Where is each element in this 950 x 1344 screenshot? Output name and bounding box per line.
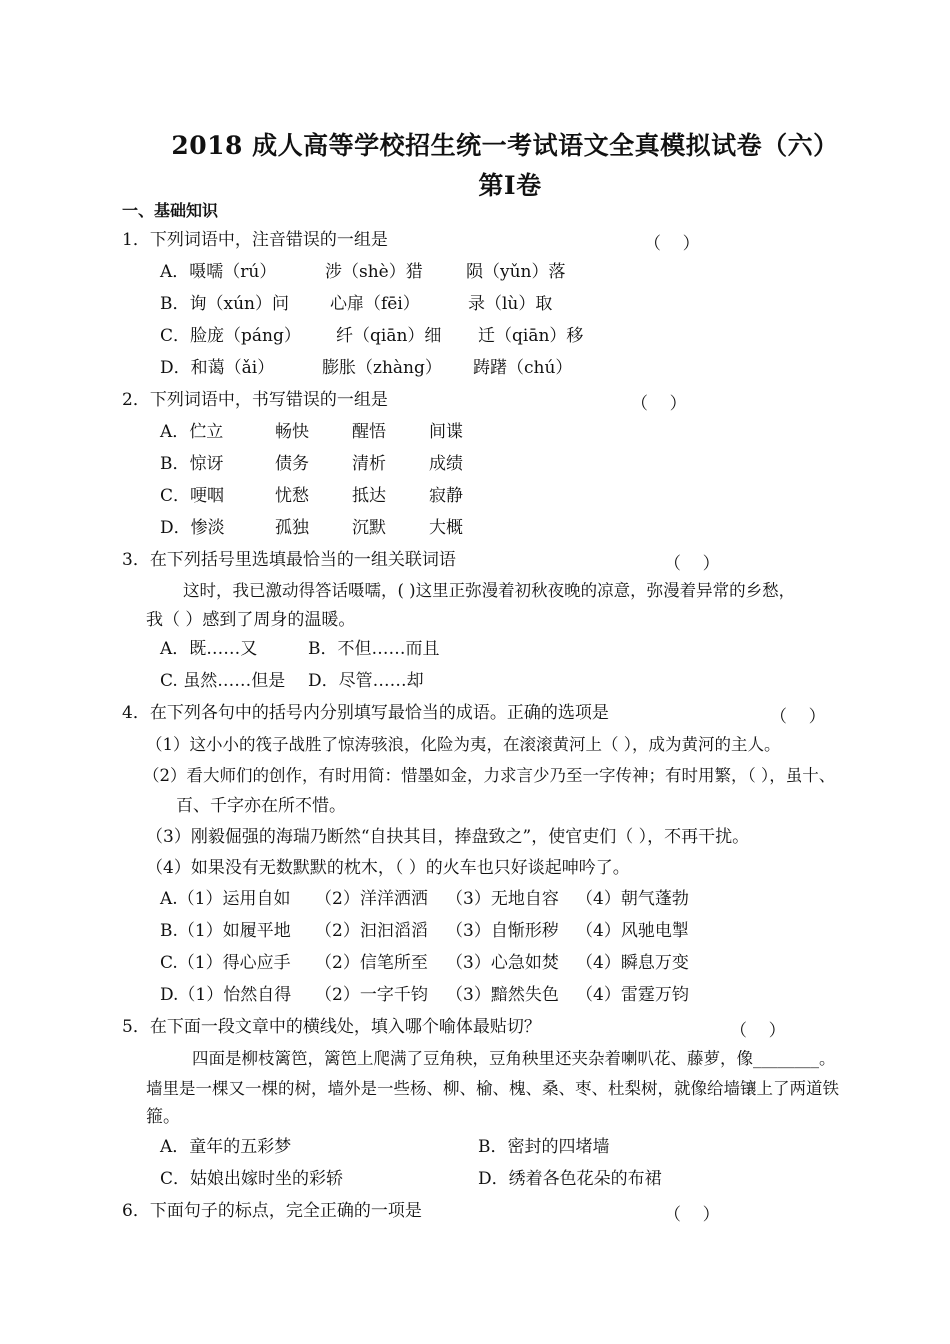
- q2-d-3: 沉默: [352, 518, 386, 538]
- q4-sentence-3: （3）刚毅倔强的海瑞乃断然“自抉其目，捧盘致之”，使官吏们（ ），不再干扰。: [146, 827, 750, 847]
- q4-option-d: [160, 984, 689, 1006]
- q2-option-a: [160, 421, 463, 443]
- question-6-answer-paren: （ ）: [664, 1205, 720, 1225]
- page-subtitle: 第Ⅰ卷: [478, 171, 542, 200]
- q2-b-3: 清析: [352, 454, 386, 474]
- question-2-stem: 2．下列词语中，书写错误的一组是: [122, 390, 388, 410]
- q2-d-1: D．惨淡: [160, 518, 225, 538]
- q4-c-4: （4）瞬息万变: [576, 953, 689, 973]
- q2-c-4: 寂静: [429, 486, 463, 506]
- q1-d-2: 膨胀（zhàng）: [322, 358, 442, 378]
- q2-option-d: [160, 517, 463, 539]
- q3-options-row-1: [160, 638, 440, 660]
- page-title: 2018 成人高等学校招生统一考试语文全真模拟试卷（六）: [171, 131, 839, 160]
- q4-b-3: （3）自惭形秽: [446, 921, 559, 941]
- question-3-stem: 3．在下列括号里选填最恰当的一组关联词语: [122, 550, 456, 570]
- q2-c-1: C．哽咽: [160, 486, 225, 506]
- q4-c-2: （2）信笔所至: [315, 953, 428, 973]
- q4-d-2: （2）一字千钧: [315, 985, 428, 1005]
- q2-d-4: 大概: [429, 518, 463, 538]
- question-2-answer-paren: （ ）: [631, 394, 687, 414]
- q2-b-4: 成绩: [429, 454, 463, 474]
- q3-option-b: B．不但……而且: [308, 639, 440, 659]
- q4-a-1: A.（1）运用自如: [160, 889, 291, 909]
- q1-c-3: 迁（qiān）移: [478, 326, 584, 346]
- q3-options-row-2: [160, 670, 424, 692]
- question-5-stem: 5．在下面一段文章中的横线处，填入哪个喻体最贴切？: [122, 1017, 541, 1037]
- q4-a-3: （3）无地自容: [446, 889, 559, 909]
- q4-option-c: [160, 952, 689, 974]
- q4-d-4: （4）雷霆万钧: [576, 985, 689, 1005]
- question-6-stem: 6．下面句子的标点，完全正确的一项是: [122, 1201, 422, 1221]
- q3-passage-line-2: 我（ ）感到了周身的温暖。: [146, 610, 356, 630]
- q5-passage-line-2: 墙里是一棵又一棵的树，墙外是一些杨、柳、榆、槐、桑、枣、杜梨树，就像给墙镶上了两道铁: [146, 1079, 839, 1098]
- q2-a-1: A．伫立: [160, 422, 224, 442]
- question-3-answer-paren: （ ）: [664, 554, 720, 574]
- q1-b-2: 心扉（fēi）: [330, 294, 420, 314]
- q4-c-1: C.（1）得心应手: [160, 953, 291, 973]
- q4-a-2: （2）洋洋洒洒: [315, 889, 428, 909]
- q1-option-d: [160, 357, 573, 379]
- q2-a-2: 畅快: [275, 422, 309, 442]
- q5-options-row-2: [160, 1168, 662, 1190]
- q2-c-2: 忧愁: [275, 486, 309, 506]
- q5-option-b: B．密封的四堵墙: [478, 1137, 610, 1157]
- q5-options-row-1: [160, 1136, 610, 1158]
- q2-a-3: 醒悟: [352, 422, 386, 442]
- q2-a-4: 间谍: [429, 422, 463, 442]
- q1-option-b: [160, 293, 553, 315]
- q1-c-1: C．脸庞（páng）: [160, 326, 301, 346]
- q1-d-1: D．和蔼（ǎi）: [160, 358, 275, 378]
- q2-c-3: 抵达: [352, 486, 386, 506]
- q2-d-2: 孤独: [275, 518, 309, 538]
- q3-option-c: C. 虽然……但是: [160, 671, 286, 691]
- q5-option-c: C．姑娘出嫁时坐的彩轿: [160, 1169, 344, 1189]
- question-4-stem: 4．在下列各句中的括号内分别填写最恰当的成语。正确的选项是: [122, 703, 609, 723]
- q4-sentence-2-line-1: （2）看大师们的创作，有时用简：惜墨如金，力求言少乃至一字传神；有时用繁，（ ），虽十、: [143, 766, 836, 785]
- q4-b-4: （4）风驰电掣: [576, 921, 689, 941]
- q4-b-2: （2）汩汩滔滔: [315, 921, 428, 941]
- q5-passage-line-1: 四面是柳枝篱笆，篱笆上爬满了豆角秧，豆角秧里还夹杂着喇叭花、藤萝，像________。: [192, 1049, 836, 1068]
- q4-a-4: （4）朝气蓬勃: [576, 889, 689, 909]
- q2-b-1: B．惊讶: [160, 454, 224, 474]
- q1-b-1: B．询（xún）问: [160, 294, 289, 314]
- q4-sentence-1: （1）这小小的筏子战胜了惊涛骇浪，化险为夷，在滚滚黄河上（ ），成为黄河的主人。: [146, 735, 781, 754]
- question-1-stem: 1．下列词语中，注音错误的一组是: [122, 230, 388, 250]
- q4-sentence-4: （4）如果没有无数默默的枕木，（ ）的火车也只好谈起呻吟了。: [146, 858, 630, 878]
- q2-b-2: 债务: [275, 454, 309, 474]
- q4-option-b: [160, 920, 689, 942]
- q3-passage-line-1: 这时，我已激动得答话嗫嚅，( )这里正弥漫着初秋夜晚的凉意，弥漫着异常的乡愁，: [183, 581, 796, 600]
- q2-option-c: [160, 485, 463, 507]
- q1-a-2: 涉（shè）猎: [325, 262, 423, 282]
- q1-option-a: [160, 261, 566, 283]
- q1-c-2: 纤（qiān）细: [336, 326, 442, 346]
- question-5-answer-paren: （ ）: [730, 1021, 786, 1041]
- q4-option-a: [160, 888, 689, 910]
- question-1-answer-paren: （ ）: [644, 234, 700, 254]
- q1-d-3: 踌躇（chú）: [473, 358, 573, 378]
- q3-option-a: A．既……又: [160, 639, 258, 659]
- q5-passage-line-3: 箍。: [146, 1107, 180, 1127]
- q1-a-3: 陨（yǔn）落: [466, 262, 566, 282]
- question-4-answer-paren: （ ）: [770, 707, 826, 727]
- q4-sentence-2-line-2: 百、千字亦在所不惜。: [176, 796, 346, 816]
- q1-option-c: [160, 325, 584, 347]
- q2-option-b: [160, 453, 463, 475]
- q4-c-3: （3）心急如焚: [446, 953, 559, 973]
- q4-d-1: D.（1）怡然自得: [160, 985, 292, 1005]
- q3-option-d: D．尽管……却: [308, 671, 424, 691]
- q4-b-1: B.（1）如履平地: [160, 921, 291, 941]
- q4-d-3: （3）黯然失色: [446, 985, 559, 1005]
- q5-option-a: A．童年的五彩梦: [160, 1137, 292, 1157]
- q1-a-1: A．嗫嚅（rú）: [160, 262, 277, 282]
- q1-b-3: 录（lù）取: [468, 294, 553, 314]
- q5-option-d: D．绣着各色花朵的布裙: [478, 1169, 662, 1189]
- section-heading: 一、基础知识: [122, 201, 219, 220]
